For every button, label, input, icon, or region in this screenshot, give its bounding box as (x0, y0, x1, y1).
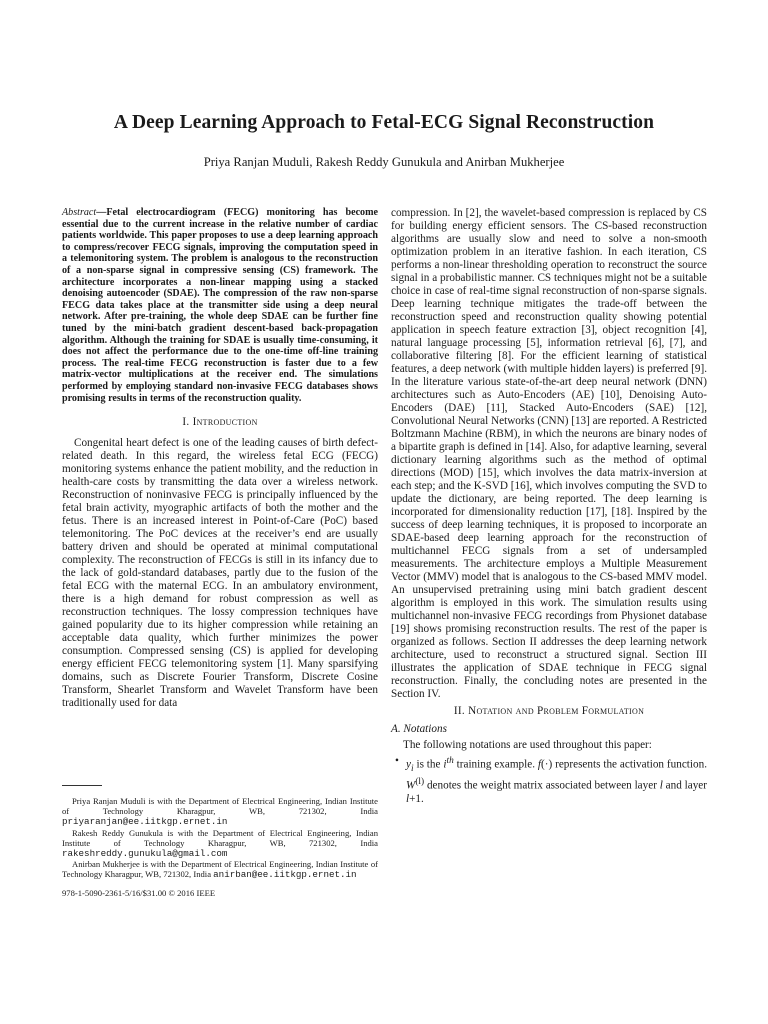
footnote-email: priyaranjan@ee.iitkgp.ernet.in (62, 816, 228, 828)
footnote-text: Anirban Mukherjee is with the Department of Electrical Engineering, Indian Institute of Technology Kharagpur, WB, 721302, India (62, 859, 378, 880)
footnote-item (62, 796, 378, 828)
footnote-item (62, 859, 378, 880)
math-symbol: y (406, 758, 411, 771)
math-superscript: (l) (415, 776, 425, 787)
notation-text: training example. (453, 758, 538, 771)
math-superscript: th (446, 756, 454, 766)
paper-title: A Deep Learning Approach to Fetal-ECG Signal Reconstruction (113, 112, 655, 133)
abstract-text: —Fetal electrocardiogram (FECG) monitoring has become essential due to the current increase in the relative number of cardiac patients worldwide. This paper proposes to use a deep learning approach to compress/recover FECG signals, improving the computation speed in a telemonitoring system. The problem is analogous to the reconstruction of a non-sparse signal in compressive sensing (CS) framework. The architecture incorporates a non-linear mapping using a stacked denoising autoencoder (SDAE). The compression of the raw non-sparse FECG data takes place at the transmitter side using a deep neural network. After pre-training, the whole deep SDAE can be further fine tuned by the mini-batch gradient descent-based back-propagation algorithm. Although the training for SDAE is usually time-consuming, it does not affect the performance due to the one-time off-line training process. The real-time FECG reconstruction is faster due to a few matrix-vector multiplications at the receiver end. The simulations performed by employing standard non-invasive FECG databases shows promising results in terms of the reconstruction quality. (62, 207, 378, 404)
math-symbol: l (406, 792, 410, 805)
footnote-text: Rakesh Reddy Gunukula is with the Department of Electrical Engineering, Indian Institute of Technology Kharagpur, WB, 721302, India (62, 827, 378, 848)
footnotes (62, 796, 378, 881)
footnote-rule (62, 785, 102, 786)
math-symbol: W (406, 779, 416, 792)
footnote-email: anirban@ee.iitkgp.ernet.in (213, 869, 357, 881)
section-number: I. (182, 416, 190, 429)
introduction-continuation: compression. In [2], the wavelet-based compression is replaced by CS for building energy efficient sensors. The CS-based reconstruction algorithms are usually slow and need to solve a non-smooth optimization problem in an iterative fashion. In each iteration, CS performs a non-linear thresholding operation to reconstruct the source signal in a probabilistic manner. CS techniques might not be a suitable choice in case of real-time signal reconstruction of non-sparse signals. Deep learning technique mitigates the trade-off between the reconstruction speed and reconstruction quality showing potential application in speech feature extraction [3], object recognition [4], natural language processing [5], information retrieval [6], [7], and collaborative filtering [8]. For the efficient learning of statistical features, a deep network (with multiple hidden layers) is preferred [9]. In the literature various state-of-the-art deep neural network (DNN) architectures such as Auto-Encoders (AE) [10], Denoising Auto-Encoders (DAE) [11], Stacked Auto-Encoders (SAE) [12], Convolutional Neural Networks (CNN) [13] are reported. A Restricted Boltzmann Machine (RBM), in which the neurons are binary nodes of a bipartite graph is defined in [14]. Also, for adaptive learning, several dictionary learning algorithms such as the method of optimal directions (MOD) [15], which involves the data matrix-inversion at each step; and the K-SVD [16], which involves computing the SVD to update the dictionary, are being reported. The deep learning is incorporated for dimensionality reduction [17], [18]. Inspired by the success of deep learning techniques, it is proposed to incorporate an SDAE-based deep learning approach for the reconstruction of multichannel FECG signals from a set of undersampled measurements. The architecture employs a Multiple Measurement Vector (MMV) model that is analogous to the CS-based MMV model. An unsupervised pretraining using mini batch gradient descent algorithm is employed in this work. The simulation results using multichannel non-invasive FECG recordings from Physionet database [19] shows promising reconstruction results. The rest of the paper is organized as follows. Section II addresses the deep learning network architecture, used to reconstruct a structured signal. Section III illustrates the application of SDAE technique in FECG signal reconstruction. Finally, the concluding notes are presented in the Section IV. (391, 207, 707, 700)
math-symbol: l (659, 779, 663, 792)
subsection-heading: A. Notations (391, 723, 447, 735)
section-heading-introduction (62, 416, 378, 429)
bullet-icon: • (395, 755, 399, 767)
footnote-text: Priya Ranjan Muduli is with the Department of Electrical Engineering, Indian Institute of Technology Kharagpur, WB, 721302, India (62, 796, 378, 817)
abstract-lead: Abstract (62, 207, 97, 218)
notation-text: is the (413, 758, 444, 771)
section-number: II. (453, 705, 465, 717)
notations-intro: The following notations are used throughout this paper: (403, 739, 652, 751)
notation-text: denotes the weight matrix associated between layer (424, 779, 660, 792)
section-title: Introduction (192, 416, 258, 429)
copyright-notice: 978-1-5090-2361-5/16/$31.00 © 2016 IEEE (62, 888, 216, 898)
notation-text: +1. (409, 792, 424, 805)
notation-text: (·) represents the activation function. (541, 758, 707, 771)
list-item (391, 755, 707, 806)
math-subscript: i (410, 763, 414, 774)
right-column (391, 207, 707, 806)
abstract (62, 207, 378, 404)
math-symbol: i (443, 758, 447, 771)
footnote-item (62, 828, 378, 860)
paper-authors: Priya Ranjan Muduli, Rakesh Reddy Gunukula and Anirban Mukherjee (203, 155, 565, 169)
math-symbol: f (537, 758, 542, 771)
notations-list (391, 755, 707, 806)
left-column (62, 207, 378, 710)
section-title: Notation and Problem Formulation (468, 705, 645, 717)
notation-text: and layer (662, 779, 707, 792)
section-heading-notation (391, 705, 707, 718)
footnote-email: rakeshreddy.gunukula@gmail.com (62, 848, 228, 860)
introduction-paragraph: Congenital heart defect is one of the leading causes of birth defect-related death. In this regard, the wireless fetal ECG (FECG) monitoring systems enhance the patient mobility, and the reduction in health-care costs by transmitting the data over a wireless network. Reconstruction of noninvasive FECG is principally influenced by the fetal brain activity, myographic artifacts of both the mother and the fetus. There is an increased interest in Point-of-Care (PoC) based telemonitoring. The PoC devices at the receiver’s end are usually battery driven and should be operated at minimal computational complexity. The reconstruction of FECGs is still in its infancy due to the lack of gold-standard databases, partly due to the fusion of the fetal ECG with the maternal ECG. In an ambulatory environment, there is a high demand for robust compression as well as reconstruction techniques. The lossy compression techniques have gained popularity due to its higher compression while retaining an acceptable data quality, which further minimizes the power consumption. Compressed sensing (CS) is applied for developing energy efficient FECG telemonitoring system [1]. Many sparsifying domains, such as Discrete Fourier Transform, Discrete Cosine Transform, Shearlet Transform and Wavelet Transform have been traditionally used for data (62, 437, 378, 710)
